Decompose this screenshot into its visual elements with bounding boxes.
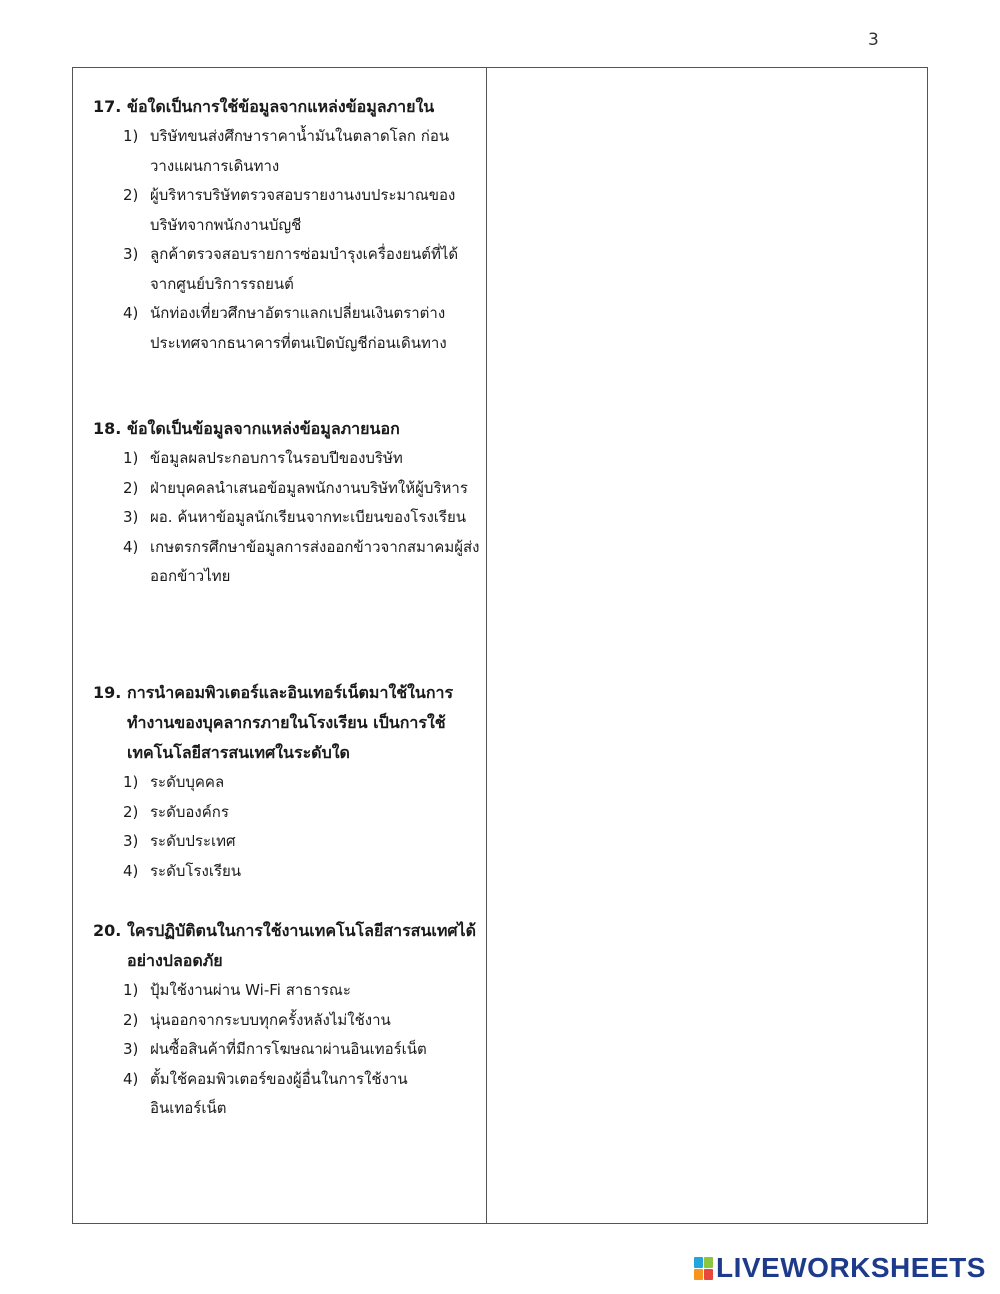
choice-number: 1) bbox=[123, 127, 139, 145]
question-number: 19. bbox=[93, 683, 122, 702]
question-number: 18. bbox=[93, 419, 122, 438]
choice-number: 2) bbox=[123, 802, 139, 821]
choice-list bbox=[93, 122, 483, 358]
choice-number: 4) bbox=[123, 537, 139, 556]
choice-text: บริษัทขนส่งศึกษาราคาน้ำมันในตลาดโลก ก่อนวางแผนการเดินทาง bbox=[150, 127, 450, 175]
choice-item[interactable] bbox=[123, 976, 483, 1006]
choice-text: ระดับประเทศ bbox=[150, 832, 236, 850]
choice-item[interactable] bbox=[123, 444, 483, 474]
choice-text: ระดับองค์กร bbox=[150, 802, 229, 821]
choice-item[interactable] bbox=[123, 503, 483, 533]
choice-item[interactable] bbox=[123, 827, 483, 857]
brand-name: LIVEWORKSHEETS bbox=[716, 1252, 986, 1283]
choice-text: ระดับโรงเรียน bbox=[150, 861, 242, 880]
question-text: ข้อใดเป็นการใช้ข้อมูลจากแหล่งข้อมูลภายใน bbox=[127, 97, 435, 116]
choice-item[interactable] bbox=[123, 181, 483, 240]
choice-number: 2) bbox=[123, 478, 139, 497]
choice-number: 2) bbox=[123, 186, 139, 204]
choice-number: 3) bbox=[123, 245, 139, 263]
question-17 bbox=[93, 92, 483, 358]
choice-number: 4) bbox=[123, 861, 139, 880]
page-number: 3 bbox=[868, 30, 879, 50]
choice-item[interactable] bbox=[123, 474, 483, 504]
question-text: ข้อใดเป็นข้อมูลจากแหล่งข้อมูลภายนอก bbox=[127, 419, 400, 438]
choice-item[interactable] bbox=[123, 1065, 483, 1124]
choice-number: 3) bbox=[123, 1040, 139, 1058]
choice-text: ฝนซื้อสินค้าที่มีการโฆษณาผ่านอินเทอร์เน็ต bbox=[150, 1040, 427, 1058]
question-heading bbox=[93, 414, 483, 444]
logo-square-red bbox=[704, 1269, 713, 1280]
choice-item[interactable] bbox=[123, 533, 483, 592]
choice-item[interactable] bbox=[123, 1006, 483, 1036]
question-heading bbox=[93, 92, 483, 122]
choice-text: ผู้บริหารบริษัทตรวจสอบรายงานงบประมาณของบริษัทจากพนักงานบัญชี bbox=[150, 186, 456, 234]
choice-list bbox=[93, 768, 483, 886]
choice-number: 4) bbox=[123, 1069, 139, 1088]
choice-number: 1) bbox=[123, 773, 139, 791]
question-19 bbox=[93, 678, 483, 886]
choice-item[interactable] bbox=[123, 1035, 483, 1065]
question-18 bbox=[93, 414, 483, 592]
logo-mark-icon bbox=[694, 1257, 712, 1279]
choice-item[interactable] bbox=[123, 122, 483, 181]
choice-item[interactable] bbox=[123, 798, 483, 828]
choice-number: 3) bbox=[123, 508, 139, 526]
question-20 bbox=[93, 916, 483, 1124]
choice-number: 1) bbox=[123, 449, 139, 467]
choice-text: ข้อมูลผลประกอบการในรอบปีของบริษัท bbox=[150, 449, 403, 467]
choice-list bbox=[93, 444, 483, 592]
choice-text: ปุ้มใช้งานผ่าน Wi-Fi สาธารณะ bbox=[150, 981, 351, 999]
choice-number: 3) bbox=[123, 832, 139, 850]
choice-list bbox=[93, 976, 483, 1124]
choice-text: นักท่องเที่ยวศึกษาอัตราแลกเปลี่ยนเงินตราต่างประเทศจากธนาคารที่ตนเปิดบัญชีก่อนเดินทาง bbox=[150, 304, 447, 352]
question-heading bbox=[93, 678, 483, 768]
question-number: 20. bbox=[93, 921, 122, 940]
question-text: การนำคอมพิวเตอร์และอินเทอร์เน็ตมาใช้ในการทำงานของบุคลากรภายในโรงเรียน เป็นการใช้เทคโนโลยีสารสนเทศในระดับใด bbox=[127, 683, 454, 762]
choice-text: ฝ่ายบุคคลนำเสนอข้อมูลพนักงานบริษัทให้ผู้บริหาร bbox=[150, 478, 468, 497]
choice-number: 2) bbox=[123, 1010, 139, 1029]
column-divider bbox=[486, 68, 487, 1223]
choice-text: เกษตรกรศึกษาข้อมูลการส่งออกข้าวจากสมาคมผู้ส่งออกข้าวไทย bbox=[150, 537, 480, 585]
choice-item[interactable] bbox=[123, 299, 483, 358]
liveworksheets-logo[interactable] bbox=[694, 1252, 986, 1284]
choice-number: 1) bbox=[123, 981, 139, 999]
choice-text: ตั้มใช้คอมพิวเตอร์ของผู้อื่นในการใช้งานอินเทอร์เน็ต bbox=[150, 1069, 408, 1117]
choice-text: ระดับบุคคล bbox=[150, 773, 225, 791]
question-text: ใครปฏิบัติตนในการใช้งานเทคโนโลยีสารสนเทศได้อย่างปลอดภัย bbox=[127, 921, 476, 970]
choice-number: 4) bbox=[123, 304, 139, 322]
choice-item[interactable] bbox=[123, 768, 483, 798]
logo-square-orange bbox=[694, 1269, 703, 1280]
choice-item[interactable] bbox=[123, 240, 483, 299]
logo-square-green bbox=[704, 1257, 713, 1268]
choice-text: ผอ. ค้นหาข้อมูลนักเรียนจากทะเบียนของโรงเรียน bbox=[150, 508, 467, 526]
logo-square-blue bbox=[694, 1257, 703, 1268]
question-number: 17. bbox=[93, 97, 122, 116]
choice-text: ลูกค้าตรวจสอบรายการซ่อมบำรุงเครื่องยนต์ที่ได้จากศูนย์บริการรถยนต์ bbox=[150, 245, 459, 293]
choice-text: นุ่นออกจากระบบทุกครั้งหลังไม่ใช้งาน bbox=[150, 1010, 391, 1029]
choice-item[interactable] bbox=[123, 857, 483, 887]
worksheet-frame bbox=[72, 67, 928, 1224]
question-heading bbox=[93, 916, 483, 976]
